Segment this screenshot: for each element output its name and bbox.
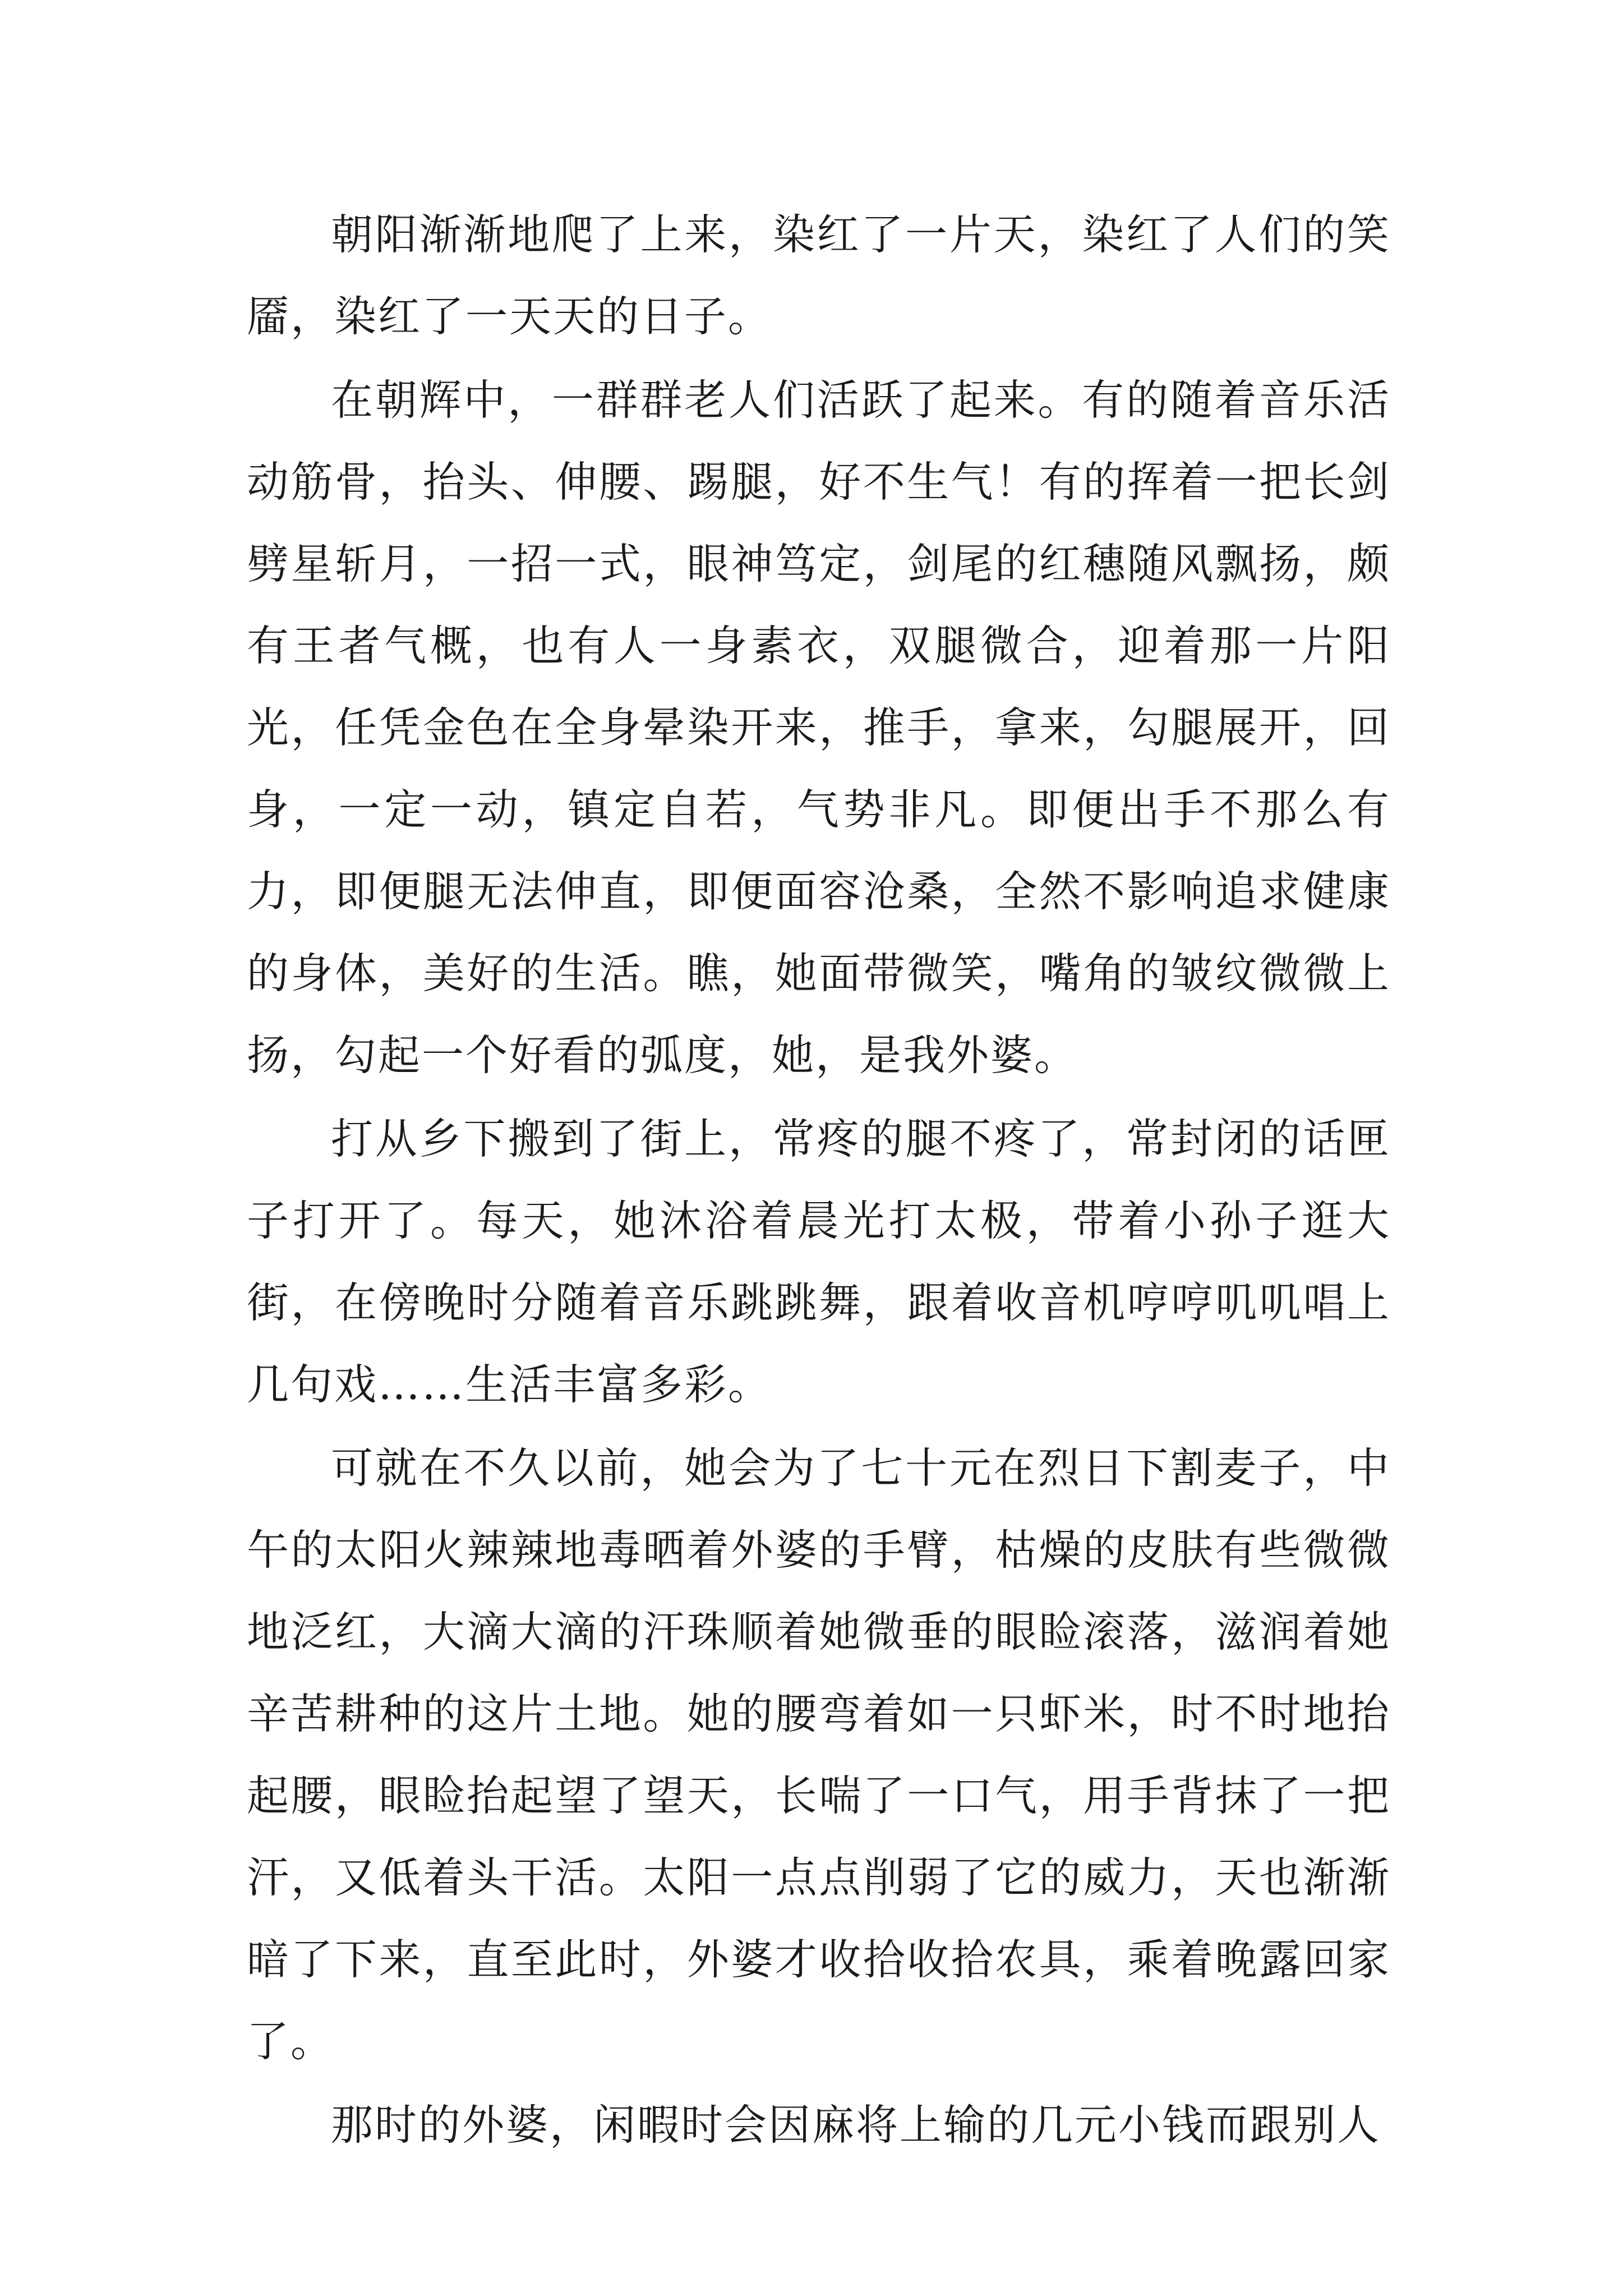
document-body xyxy=(247,194,1391,2168)
paragraph-3: 打从乡下搬到了街上，常疼的腿不疼了，常封闭的话匣子打开了。每天，她沐浴着晨光打太极，带着小孙子逛大街，在傍晚时分随着音乐跳跳舞，跟着收音机哼哼叽叽唱上几句戏……生活丰富多彩。 xyxy=(247,1114,1391,1409)
paragraph-5: 那时的外婆，闲暇时会因麻将上输的几元小钱而跟别人 xyxy=(331,2100,1381,2150)
paragraph-4: 可就在不久以前，她会为了七十元在烈日下割麦子，中午的太阳火辣辣地毒晒着外婆的手臂，枯燥的皮肤有些微微地泛红，大滴大滴的汗珠顺着她微垂的眼睑滚落，滋润着她辛苦耕种的这片土地。她的腰弯着如一只虾米，时不时地抬起腰，眼睑抬起望了望天，长喘了一口气，用手背抹了一把汗，又低着头干活。太阳一点点削弱了它的威力，天也渐渐暗了下来，直至此时，外婆才收拾收拾农具，乘着晚露回家了。 xyxy=(247,1443,1391,2066)
paragraph-2: 在朝辉中，一群群老人们活跃了起来。有的随着音乐活动筋骨，抬头、伸腰、踢腿，好不生气！有的挥着一把长剑劈星斩月，一招一式，眼神笃定，剑尾的红穗随风飘扬，颇有王者气概，也有人一身素衣，双腿微合，迎着那一片阳光，任凭金色在全身晕染开来，推手，拿来，勾腿展开，回身，一定一动，镇定自若，气势非凡。即便出手不那么有力，即便腿无法伸直，即便面容沧桑，全然不影响追求健康的身体，美好的生活。瞧，她面带微笑，嘴角的皱纹微微上扬，勾起一个好看的弧度，她，是我外婆。 xyxy=(247,375,1391,1080)
paragraph-1: 朝阳渐渐地爬了上来，染红了一片天，染红了人们的笑靥，染红了一天天的日子。 xyxy=(247,210,1391,341)
